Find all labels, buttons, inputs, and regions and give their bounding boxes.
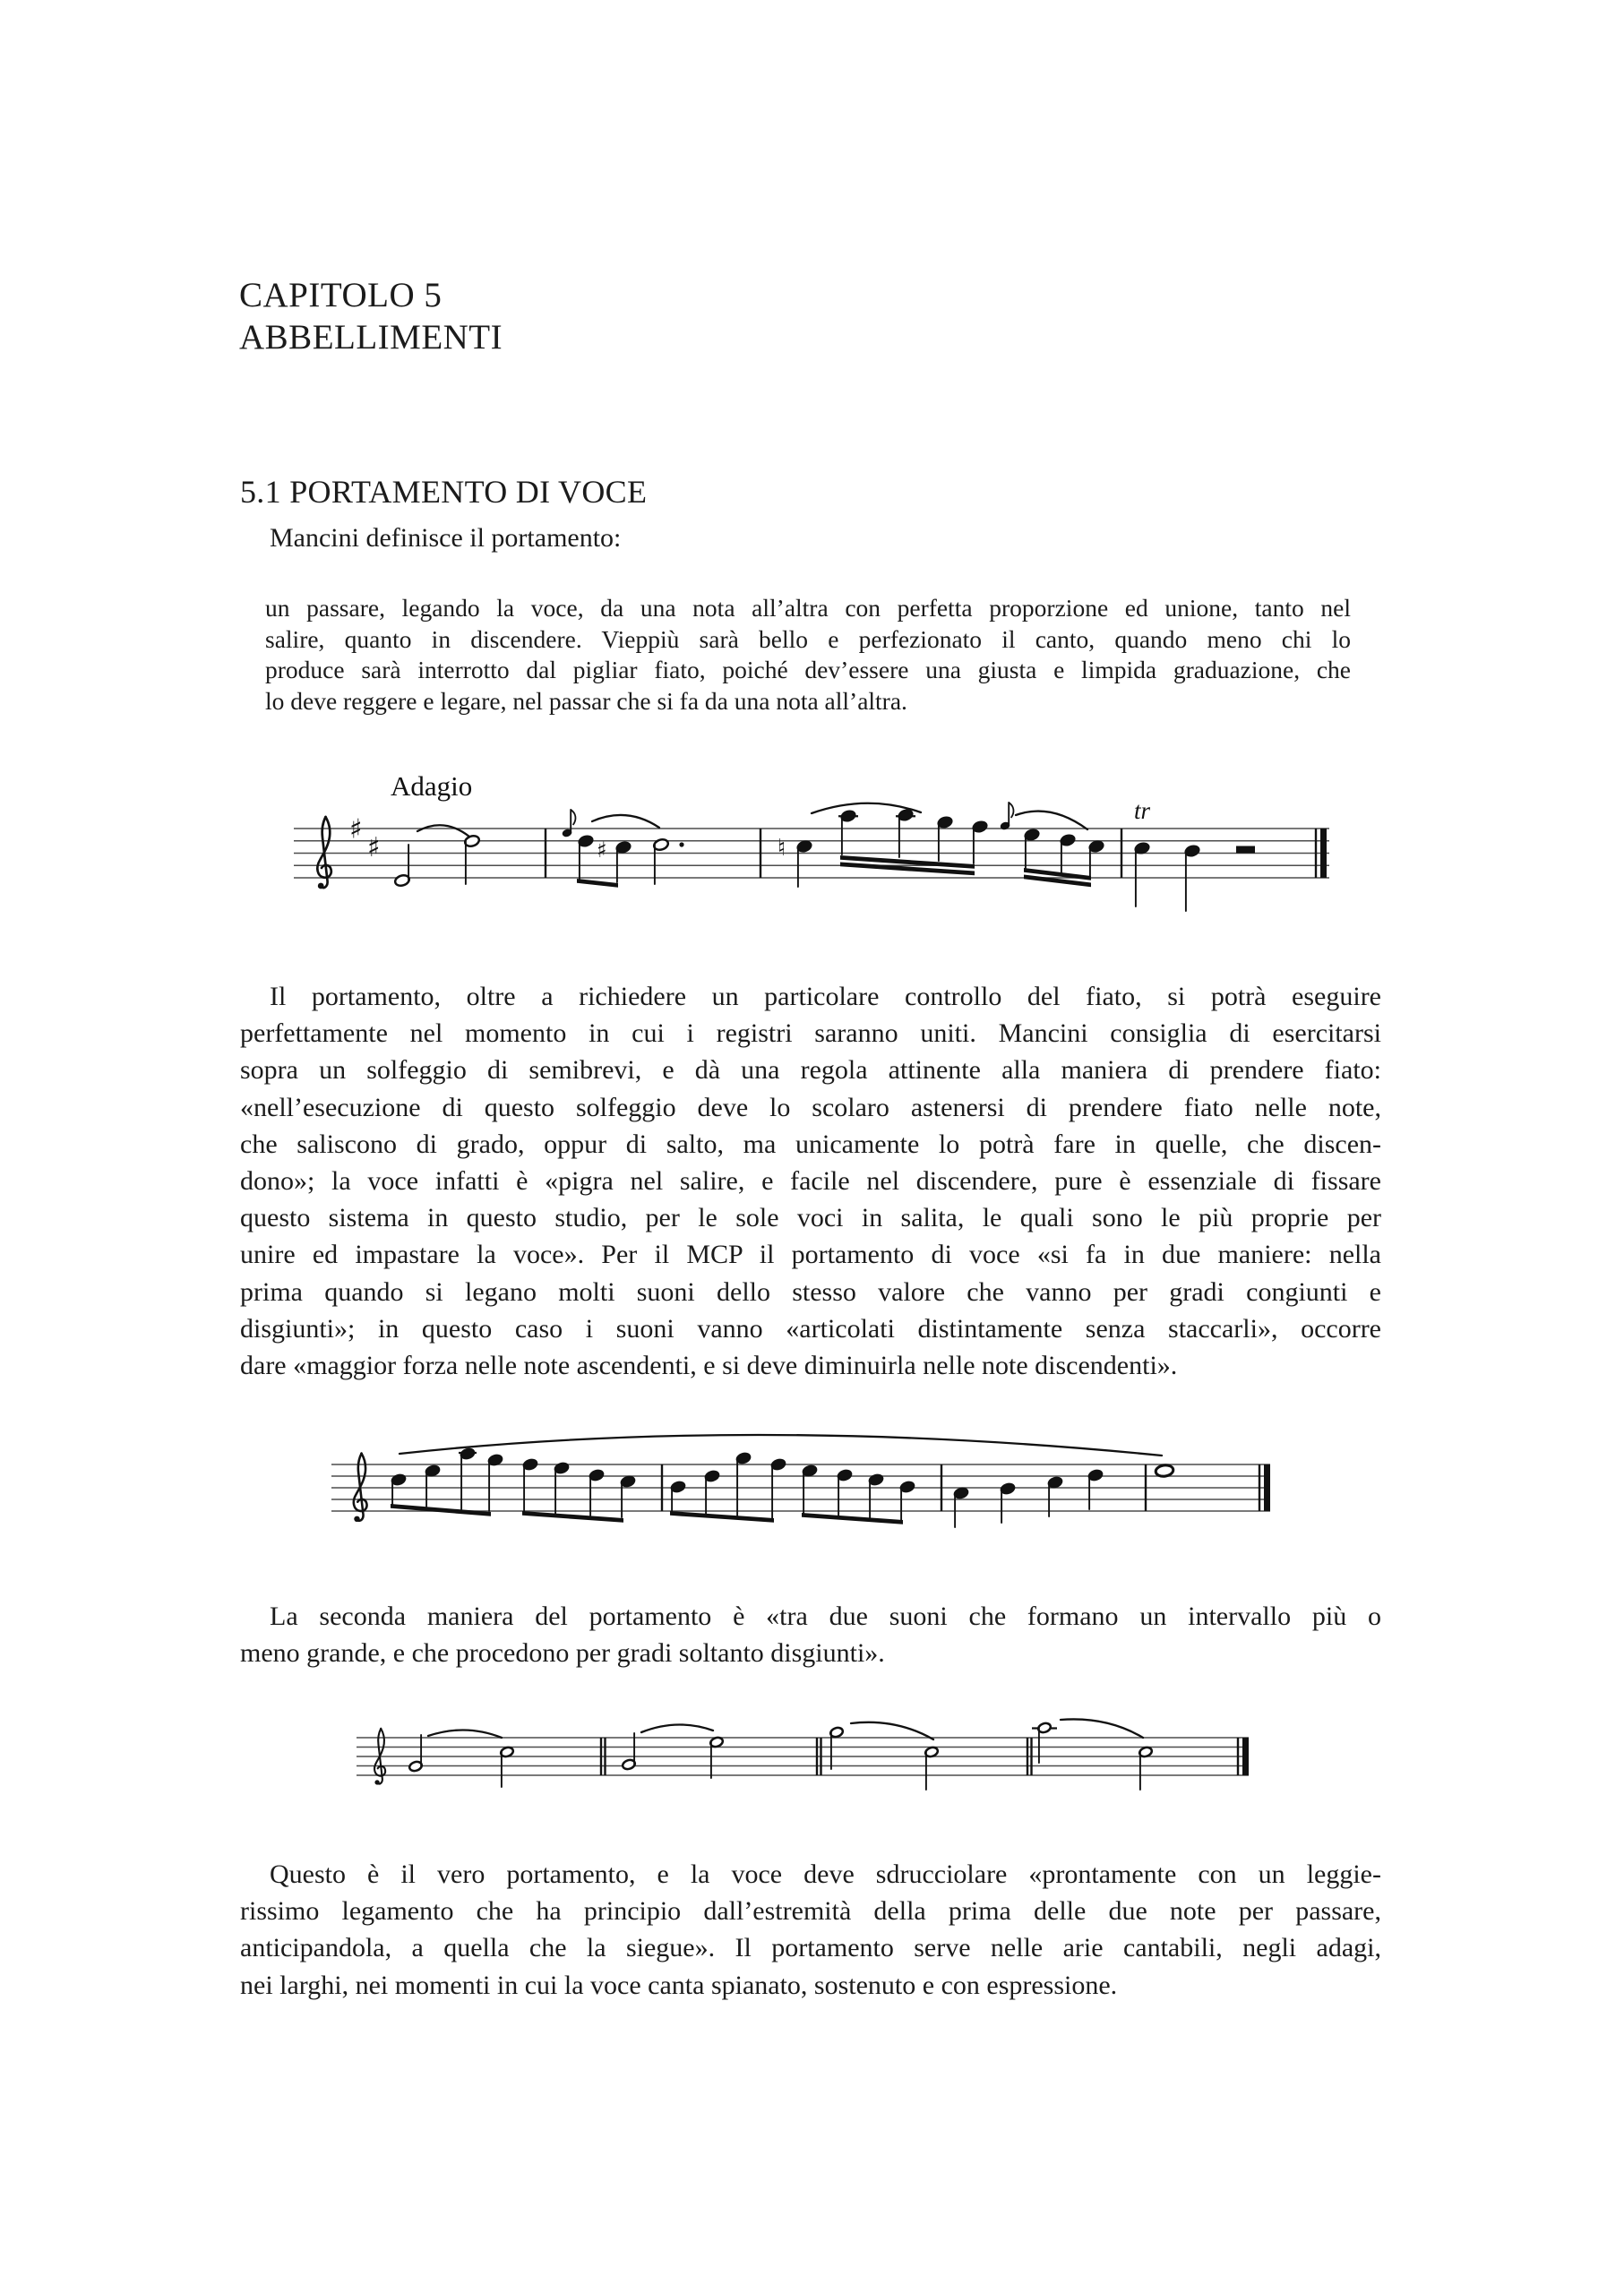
music-example-3	[357, 1704, 1252, 1811]
slur	[417, 825, 469, 837]
text-line: anticipandola, a quella che la siegue». Il portamento serve nelle arie cantabili, negli adagi,	[240, 1933, 1381, 1963]
augmentation-dot	[679, 842, 683, 846]
slur	[851, 1722, 933, 1739]
text-line: meno grande, e che procedono per gradi soltanto disgiunti».	[240, 1638, 885, 1669]
text-line: dare «maggior forza nelle note ascendenti, e si deve diminuirla nelle note discendenti».	[240, 1351, 1178, 1381]
staff-lines	[331, 1464, 1270, 1511]
music-example-2	[331, 1408, 1277, 1533]
text-line: perfettamente nel momento in cui i registri saranno uniti. Mancini consiglia di esercitarsi	[240, 1018, 1381, 1049]
slur	[592, 815, 659, 828]
beam	[522, 1511, 623, 1523]
natural-icon: ♮	[778, 835, 786, 862]
chapter-heading-line1: CAPITOLO 5	[239, 276, 443, 314]
text-line: sopra un solfeggio di semibrevi, e dà una regola attinente alla maniera di prendere fiato:	[240, 1055, 1381, 1086]
beam	[391, 1504, 491, 1516]
slur	[400, 1435, 1162, 1456]
slur	[1061, 1719, 1143, 1738]
whole-note	[1155, 1464, 1173, 1478]
slur	[1016, 812, 1087, 829]
slur	[428, 1730, 502, 1738]
half-rest	[1236, 846, 1255, 854]
section-heading: 5.1 PORTAMENTO DI VOCE	[240, 474, 648, 510]
text-line: Questo è il vero portamento, e la voce deve sdrucciolare «prontamente con un leggie-	[270, 1859, 1381, 1889]
blockquote-line: un passare, legando la voce, da una nota all’altra con perfetta proporzione ed unione, tanto nel	[265, 594, 1351, 622]
text-line: Il portamento, oltre a richiedere un particolare controllo del fiato, si potrà eseguire	[270, 982, 1381, 1011]
sharp-icon: ♯	[349, 813, 363, 846]
chapter-heading	[239, 274, 503, 358]
trill-marking: tr	[1134, 797, 1151, 824]
intro-sentence: Mancini definisce il portamento:	[270, 523, 622, 553]
beam	[802, 1513, 903, 1524]
music-example-1	[294, 772, 1333, 932]
text-line: unire ed impastare la voce». Per il MCP il portamento di voce «si fa in due maniere: nella	[240, 1240, 1381, 1270]
blockquote	[265, 593, 1351, 717]
staff-lines	[294, 829, 1329, 878]
sharp-icon: ♯	[367, 832, 381, 863]
slur	[641, 1724, 713, 1732]
text-line: «nell’esecuzione di questo solfeggio deve lo scolaro astenersi di prendere fiato nelle note,	[240, 1092, 1381, 1122]
paragraph-1	[240, 978, 1381, 1384]
beam	[577, 879, 618, 888]
staff-lines	[357, 1738, 1249, 1775]
paragraph-2	[240, 1598, 1381, 1671]
chapter-heading-line2: ABBELLIMENTI	[239, 318, 503, 356]
text-line: questo sistema in questo studio, per le sole voci in salita, le quali sono le più proprie per	[240, 1203, 1381, 1233]
text-line: disgiunti»; in questo caso i suoni vanno «articolati distintamente senza staccarli», occorre	[240, 1313, 1381, 1344]
text-line: dono»; la voce infatti è «pigra nel salire, e facile nel discendere, pure è essenziale di fissare	[240, 1166, 1381, 1197]
text-line: prima quando si legano molti suoni dello stesso valore che vanno per gradi congiunti e	[240, 1276, 1381, 1307]
blockquote-line: lo deve reggere e legare, nel passar che si fa da una nota all’altra.	[265, 686, 907, 715]
beam	[670, 1511, 774, 1523]
text-line: che saliscono di grado, oppur di salto, ma unicamente lo potrà fare in quelle, che discen-	[240, 1129, 1381, 1159]
sharp-icon: ♯	[597, 837, 607, 863]
blockquote-line: salire, quanto in discendere. Vieppiù sarà bello e perfezionato il canto, quando meno chi lo	[265, 624, 1351, 653]
text-line: La seconda maniera del portamento è «tra due suoni che formano un intervallo più o	[270, 1602, 1381, 1631]
text-line: rissimo legamento che ha principio dall’estremità della prima delle due note per passare,	[240, 1896, 1381, 1927]
blockquote-line: produce sarà interrotto dal pigliar fiato, poiché dev’essere una giusta e limpida graduazione, che	[265, 656, 1351, 683]
paragraph-3	[240, 1856, 1381, 2004]
text-line: nei larghi, nei momenti in cui la voce canta spianato, sostenuto e con espressione.	[240, 1970, 1118, 2000]
tempo-marking: Adagio	[391, 770, 473, 802]
